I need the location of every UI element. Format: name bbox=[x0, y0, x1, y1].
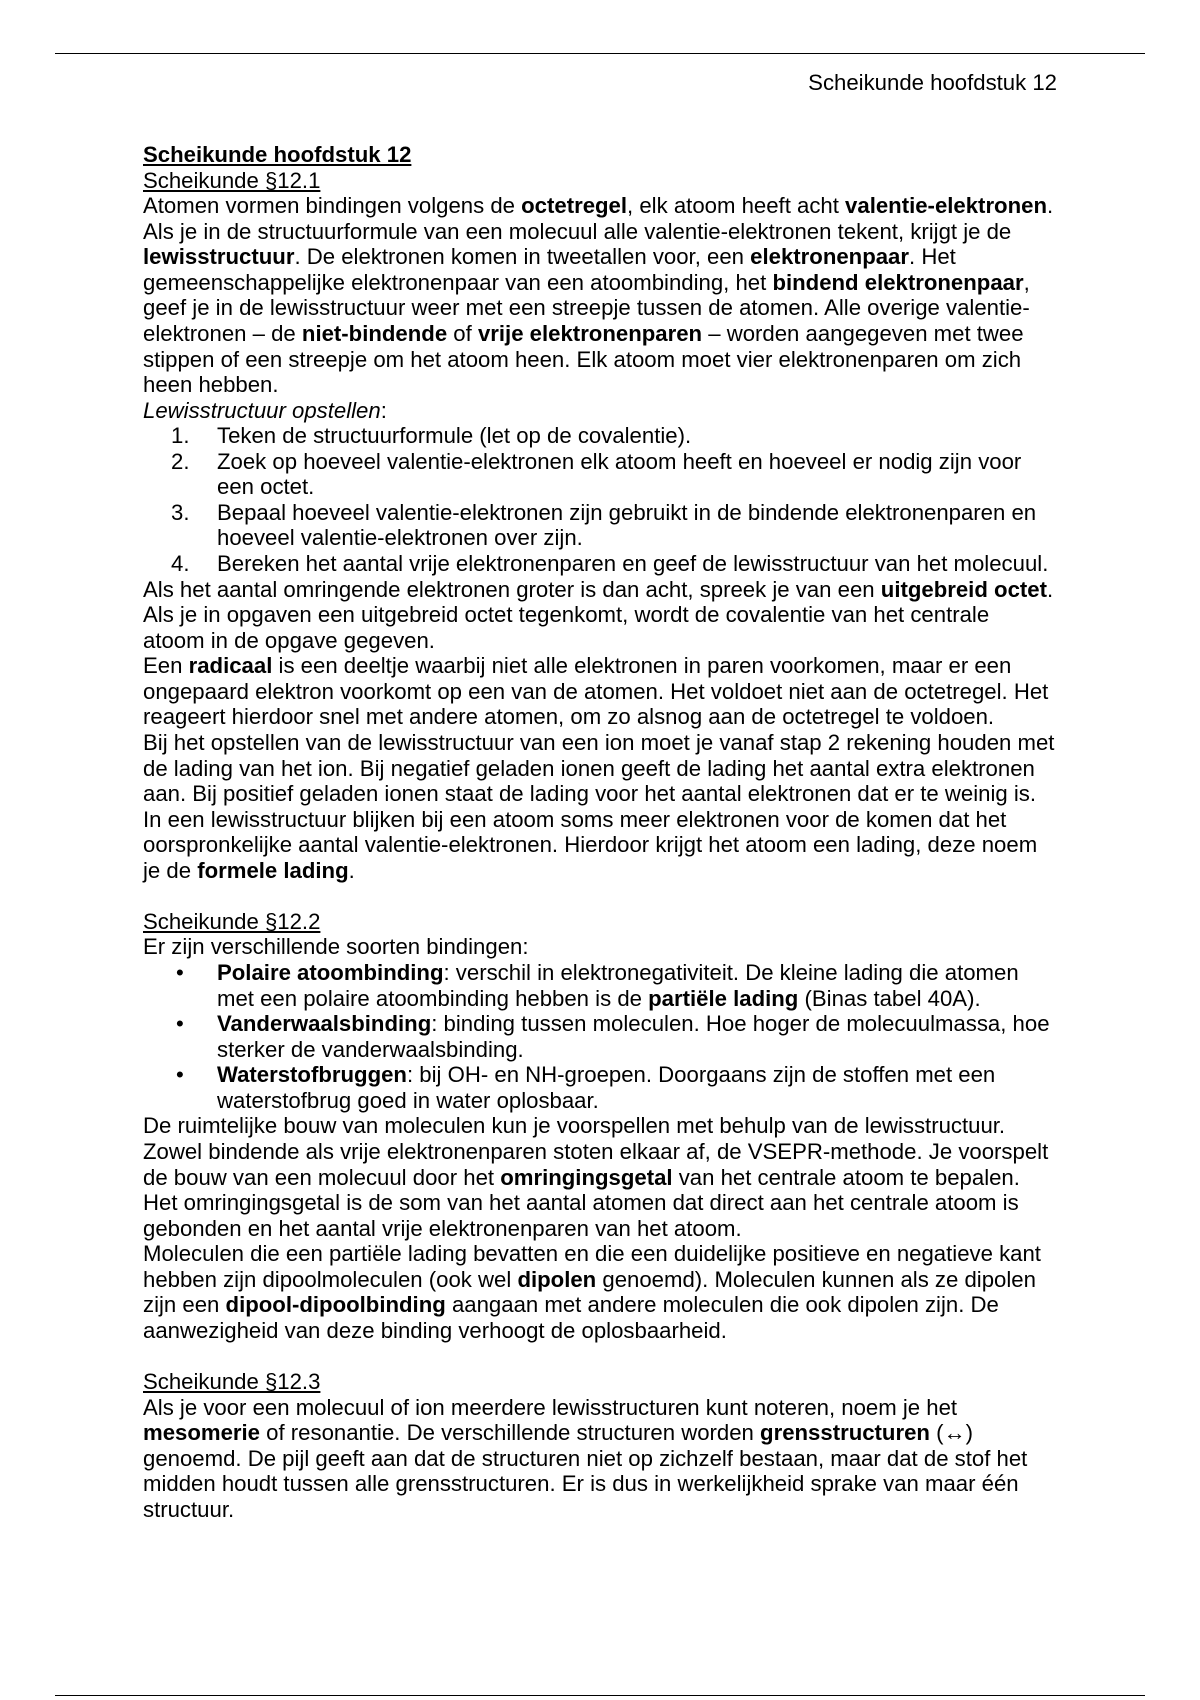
bold-term: vrije elektronenparen bbox=[477, 320, 703, 346]
text-line bbox=[143, 858, 1058, 884]
text-line bbox=[143, 1471, 1058, 1497]
blank-line bbox=[143, 1343, 1058, 1369]
header-rule bbox=[55, 53, 1145, 54]
text-run: aangaan met andere moleculen die ook dipolen zijn. De bbox=[445, 1292, 999, 1318]
text-run: Als je voor een molecuul of ion meerdere lewisstructuren kunt noteren, noem je het bbox=[143, 1394, 958, 1420]
paragraph bbox=[143, 934, 1058, 960]
text-run: zijn een bbox=[143, 1292, 226, 1318]
blank-line bbox=[143, 883, 1058, 909]
text-line bbox=[143, 219, 1058, 245]
text-run: aan. Bij positief geladen ionen staat de lading voor het aantal elektronen dat er te weinig is. bbox=[143, 781, 1037, 807]
text-line bbox=[143, 1165, 1058, 1191]
text-run: Een bbox=[143, 653, 189, 679]
text-line bbox=[217, 1062, 1058, 1088]
text-run: hoeveel valentie-elektronen over zijn. bbox=[217, 525, 583, 551]
section-heading: Scheikunde §12.1 bbox=[143, 167, 321, 193]
bond-type-text bbox=[217, 1062, 1058, 1113]
text-line bbox=[143, 756, 1058, 782]
bold-term: grensstructuren bbox=[760, 1420, 930, 1446]
step-text bbox=[217, 500, 1058, 551]
text-run: Als het aantal omringende elektronen groter is dan acht, spreek je van een bbox=[143, 576, 881, 602]
text-run: Het omringingsgetal is de som van het aantal atomen dat direct aan het centrale atoom is bbox=[143, 1190, 1019, 1216]
text-line bbox=[143, 1420, 1058, 1446]
text-run: reageert hierdoor snel met andere atomen, om zo alsnog aan de octetregel te voldoen. bbox=[143, 704, 995, 730]
text-line bbox=[217, 960, 1058, 986]
document-title: Scheikunde hoofdstuk 12 bbox=[143, 142, 412, 167]
text-run: Moleculen die een partiële lading bevatten en die een duidelijke positieve en negatieve kant bbox=[143, 1241, 1041, 1267]
text-line bbox=[143, 1267, 1058, 1293]
text-line bbox=[217, 551, 1058, 577]
text-line bbox=[143, 577, 1058, 603]
text-line bbox=[217, 423, 1058, 449]
text-run: Er zijn verschillende soorten bindingen: bbox=[143, 934, 529, 960]
text-run: , bbox=[1023, 269, 1030, 295]
text-run: Zowel bindende als vrije elektronenparen stoten elkaar af, de VSEPR-methode. Je voorspelt bbox=[143, 1138, 1049, 1164]
text-run: : binding tussen moleculen. Hoe hoger de molecuulmassa, hoe bbox=[431, 1011, 1050, 1037]
text-line bbox=[143, 1216, 1058, 1242]
paragraph bbox=[143, 1395, 1058, 1523]
step-marker: 1. bbox=[171, 423, 190, 449]
text-run: . bbox=[1046, 576, 1054, 602]
text-run: . De elektronen komen in tweetallen voor, een bbox=[294, 244, 751, 270]
section-intro bbox=[143, 934, 1058, 960]
text-line bbox=[217, 986, 1058, 1012]
text-line bbox=[143, 193, 1058, 219]
step bbox=[143, 449, 1058, 500]
bond-type-marker: • bbox=[176, 960, 184, 985]
text-run: midden houdt tussen alle grensstructuren. Er is dus in werkelijkheid sprake van maar één bbox=[143, 1471, 1019, 1497]
section-intro bbox=[143, 193, 1058, 398]
text-line bbox=[143, 295, 1058, 321]
text-line bbox=[143, 1292, 1058, 1318]
text-run: . bbox=[1047, 193, 1054, 219]
step-text bbox=[217, 551, 1058, 577]
text-run: : bbox=[380, 397, 387, 423]
text-line bbox=[143, 321, 1058, 347]
step bbox=[143, 500, 1058, 551]
text-line bbox=[143, 1395, 1058, 1421]
text-run: een octet. bbox=[217, 474, 315, 500]
text-line bbox=[143, 730, 1058, 756]
bold-term: Polaire atoombinding bbox=[217, 960, 444, 985]
text-run: , elk atoom heeft acht bbox=[627, 193, 846, 219]
step-text bbox=[217, 423, 1058, 449]
text-run: Als je in de structuurformule van een molecuul alle valentie-elektronen tekent, krijgt je de bbox=[143, 218, 1012, 244]
bold-term: dipolen bbox=[517, 1266, 597, 1292]
paragraph bbox=[143, 730, 1058, 807]
text-run: atoom in de opgave gegeven. bbox=[143, 627, 435, 653]
bold-term: partiële lading bbox=[648, 985, 799, 1011]
paragraph bbox=[143, 193, 1058, 398]
text-run: oorspronkelijke aantal valentie-elektronen. Hierdoor krijgt het atoom een lading, deze noem bbox=[143, 832, 1038, 858]
text-run: gemeenschappelijke elektronenpaar van een atoombinding, het bbox=[143, 269, 773, 295]
text-run: de bouw van een molecuul door het bbox=[143, 1164, 501, 1190]
text-line bbox=[143, 628, 1058, 654]
text-run: Teken de structuurformule (let op de covalentie). bbox=[217, 423, 692, 449]
document-body bbox=[143, 142, 1058, 1522]
bold-term: valentie-elektronen bbox=[845, 193, 1047, 219]
text-run: (Binas tabel 40A). bbox=[798, 985, 981, 1011]
step-marker: 2. bbox=[171, 448, 190, 474]
text-run: Bereken het aantal vrije elektronenparen en geef de lewisstructuur van het molecuul. bbox=[217, 551, 1049, 576]
text-line bbox=[217, 1037, 1058, 1063]
text-run: stippen of een streepje om het atoom heen. Elk atoom moet vier elektronenparen om zich bbox=[143, 346, 1022, 372]
bond-types-list bbox=[143, 960, 1058, 1113]
text-run: : verschil in elektronegativiteit. De kleine lading die atomen bbox=[443, 960, 1019, 985]
paragraph bbox=[143, 577, 1058, 654]
section-12-1 bbox=[143, 168, 1058, 884]
text-line bbox=[143, 1139, 1058, 1165]
step bbox=[143, 551, 1058, 577]
text-line bbox=[143, 1318, 1058, 1344]
text-run: met een polaire atoombinding hebben is de bbox=[217, 985, 649, 1011]
text-run: . Het bbox=[909, 244, 956, 270]
text-run: (↔) bbox=[929, 1420, 974, 1446]
italic-text: Lewisstructuur opstellen bbox=[143, 397, 381, 423]
text-run: de lading van het ion. Bij negatief geladen ionen geeft de lading het aantal extra elektronen bbox=[143, 755, 1035, 781]
text-run: . bbox=[348, 857, 355, 883]
bold-term: radicaal bbox=[188, 653, 273, 679]
text-run: – worden aangegeven met twee bbox=[702, 320, 1024, 346]
text-run: gebonden en het aantal vrije elektronenparen van het atoom. bbox=[143, 1215, 742, 1241]
text-line bbox=[143, 372, 1058, 398]
text-line bbox=[143, 244, 1058, 270]
text-line bbox=[217, 500, 1058, 526]
bold-term: bindend elektronenpaar bbox=[772, 269, 1024, 295]
text-line bbox=[143, 347, 1058, 373]
text-run: ongepaard elektron voorkomt op een van de atomen. Het voldoet niet aan de octetregel. Het bbox=[143, 678, 1049, 704]
text-run: : bij OH- en NH-groepen. Doorgaans zijn de stoffen met een bbox=[406, 1062, 996, 1088]
paragraph bbox=[143, 653, 1058, 730]
text-run: Bij het opstellen van de lewisstructuur van een ion moet je vanaf stap 2 rekening houden met bbox=[143, 729, 1055, 755]
text-line bbox=[143, 807, 1058, 833]
bold-term: lewisstructuur bbox=[143, 244, 295, 270]
text-line bbox=[143, 1497, 1058, 1523]
text-line bbox=[143, 653, 1058, 679]
text-line bbox=[143, 270, 1058, 296]
text-run: of bbox=[447, 320, 478, 346]
paragraph bbox=[143, 1113, 1058, 1241]
footer-rule bbox=[55, 1695, 1145, 1696]
bold-term: mesomerie bbox=[143, 1420, 261, 1446]
running-header: Scheikunde hoofdstuk 12 bbox=[808, 70, 1057, 95]
text-run: Als je in opgaven een uitgebreid octet tegenkomt, wordt de covalentie van het centrale bbox=[143, 602, 990, 628]
bold-term: niet-bindende bbox=[301, 320, 448, 346]
bold-term: Vanderwaalsbinding bbox=[217, 1011, 432, 1037]
text-run: geef je in de lewisstructuur weer met een streepje tussen de atomen. Alle overige valentie- bbox=[143, 295, 1030, 321]
text-run: Zoek op hoeveel valentie-elektronen elk atoom heeft en hoeveel er nodig zijn voor bbox=[217, 448, 1022, 474]
text-line bbox=[143, 602, 1058, 628]
section-12-3 bbox=[143, 1369, 1058, 1522]
text-run: Atomen vormen bindingen volgens de bbox=[143, 193, 522, 219]
text-run: aanwezigheid van deze binding verhoogt de oplosbaarheid. bbox=[143, 1317, 727, 1343]
text-run: is een deeltje waarbij niet alle elektronen in paren voorkomen, maar er een bbox=[272, 653, 1012, 679]
bond-type bbox=[143, 1011, 1058, 1062]
text-line bbox=[143, 679, 1058, 705]
text-run: structuur. bbox=[143, 1496, 235, 1522]
text-run: genoemd). Moleculen kunnen als ze dipolen bbox=[596, 1266, 1036, 1292]
section-text bbox=[143, 1395, 1058, 1523]
bond-type bbox=[143, 960, 1058, 1011]
bond-type-marker: • bbox=[176, 1062, 184, 1088]
bold-term: dipool-dipoolbinding bbox=[225, 1292, 446, 1318]
text-run: Bepaal hoeveel valentie-elektronen zijn gebruikt in de bindende elektronenparen en bbox=[217, 499, 1037, 525]
text-run: je de bbox=[143, 857, 198, 883]
step-text bbox=[217, 449, 1058, 500]
text-line bbox=[143, 1190, 1058, 1216]
bold-term: octetregel bbox=[521, 193, 628, 219]
text-run: genoemd. De pijl geeft aan dat de structuren niet op zichzelf bestaan, maar dat de stof het bbox=[143, 1445, 1028, 1471]
bold-term: uitgebreid octet bbox=[880, 576, 1047, 602]
bond-type bbox=[143, 1062, 1058, 1113]
text-run: sterker de vanderwaalsbinding. bbox=[217, 1036, 524, 1062]
text-run: elektronen – de bbox=[143, 320, 302, 346]
bold-term: omringingsgetal bbox=[500, 1164, 673, 1190]
text-run: hebben zijn dipoolmoleculen (ook wel bbox=[143, 1266, 518, 1292]
bond-type-marker: • bbox=[176, 1011, 184, 1037]
step bbox=[143, 423, 1058, 449]
text-line bbox=[143, 781, 1058, 807]
numbered-steps-list bbox=[143, 423, 1058, 576]
section-12-2 bbox=[143, 909, 1058, 1344]
paragraph bbox=[143, 1241, 1058, 1343]
text-line bbox=[143, 704, 1058, 730]
text-line bbox=[217, 525, 1058, 551]
text-line bbox=[217, 449, 1058, 475]
section-text bbox=[143, 1113, 1058, 1343]
text-run: De ruimtelijke bouw van moleculen kun je voorspellen met behulp van de lewisstructuur. bbox=[143, 1113, 1006, 1139]
bold-term: formele lading bbox=[197, 857, 349, 883]
text-run: heen hebben. bbox=[143, 372, 279, 398]
text-run: In een lewisstructuur blijken bij een atoom soms meer elektronen voor de komen dat het bbox=[143, 806, 1007, 832]
text-line bbox=[143, 832, 1058, 858]
text-line bbox=[217, 1088, 1058, 1114]
bold-term: elektronenpaar bbox=[750, 244, 910, 270]
paragraph bbox=[143, 807, 1058, 884]
step-marker: 3. bbox=[171, 499, 190, 525]
section-heading: Scheikunde §12.2 bbox=[143, 908, 321, 934]
steps-label bbox=[143, 398, 1058, 424]
text-line bbox=[143, 1446, 1058, 1472]
text-run: van het centrale atoom te bepalen. bbox=[672, 1164, 1020, 1190]
text-line bbox=[143, 934, 1058, 960]
text-line bbox=[217, 474, 1058, 500]
text-line bbox=[143, 1241, 1058, 1267]
section-text bbox=[143, 577, 1058, 884]
section-heading: Scheikunde §12.3 bbox=[143, 1369, 321, 1394]
bond-type-text bbox=[217, 960, 1058, 1011]
step-marker: 4. bbox=[171, 551, 190, 576]
text-line bbox=[217, 1011, 1058, 1037]
bold-term: Waterstofbruggen bbox=[217, 1062, 407, 1088]
text-line bbox=[143, 1113, 1058, 1139]
text-run: waterstofbrug goed in water oplosbaar. bbox=[217, 1087, 599, 1113]
bond-type-text bbox=[217, 1011, 1058, 1062]
text-run: of resonantie. De verschillende structuren worden bbox=[260, 1420, 761, 1446]
